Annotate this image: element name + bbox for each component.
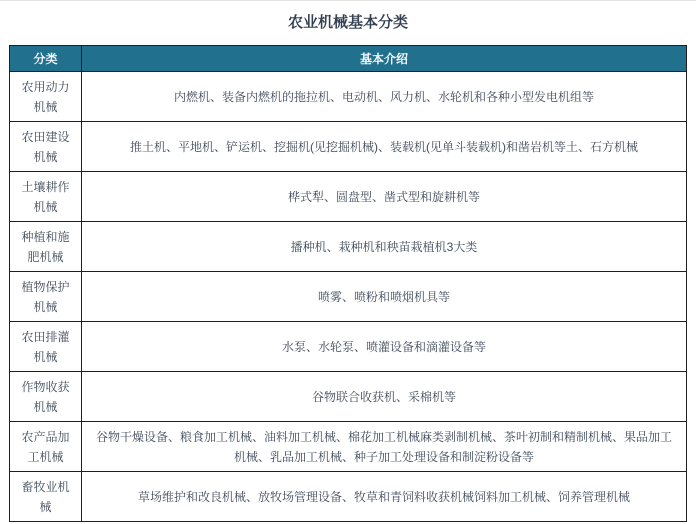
description-cell: 谷物联合收获机、采棉机等: [82, 372, 687, 422]
page-title: 农业机械基本分类: [287, 14, 408, 31]
description-cell: 谷物干燥设备、粮食加工机械、油料加工机械、棉花加工机械麻类剥制机械、茶叶初制和精制机械、果品加工机械、乳品加工机械、种子加工处理设备和制淀粉设备等: [82, 422, 687, 472]
table-row: [10, 272, 687, 322]
column-header-category: 分类: [10, 46, 82, 72]
description-cell: 草场维护和改良机械、放牧场管理设备、牧草和青饲料收获机械饲料加工机械、饲养管理机械: [82, 472, 687, 522]
description-cell: 内燃机、装备内燃机的拖拉机、电动机、风力机、水轮机和各种小型发电机组等: [82, 72, 687, 122]
table-row: [10, 172, 687, 222]
description-cell: 水泵、水轮泵、喷灌设备和滴灌设备等: [82, 322, 687, 372]
table-row: [10, 372, 687, 422]
description-cell: 推土机、平地机、铲运机、挖掘机(见挖掘机械)、装载机(见单斗装载机)和凿岩机等土、石方机械: [82, 122, 687, 172]
table-row: [10, 322, 687, 372]
description-cell: 桦式犁、圆盘型、凿式型和旋耕机等: [82, 172, 687, 222]
table-row: [10, 422, 687, 472]
column-header-description: 基本介绍: [82, 46, 687, 72]
classification-table: [9, 45, 687, 522]
table-body: [10, 72, 687, 522]
category-cell: 作物收获机械: [10, 372, 82, 422]
description-cell: 喷雾、喷粉和喷烟机具等: [82, 272, 687, 322]
category-cell: 土壤耕作机械: [10, 172, 82, 222]
table-row: [10, 472, 687, 522]
table-row: [10, 72, 687, 122]
description-cell: 播种机、栽种机和秧苗栽植机3大类: [82, 222, 687, 272]
category-cell: 农田排灌机械: [10, 322, 82, 372]
table-row: [10, 222, 687, 272]
header-row: [10, 46, 687, 72]
category-cell: 农用动力机械: [10, 72, 82, 122]
category-cell: 植物保护机械: [10, 272, 82, 322]
table-row: [10, 122, 687, 172]
category-cell: 农田建设机械: [10, 122, 82, 172]
table-header: [10, 46, 687, 72]
category-cell: 农产品加工机械: [10, 422, 82, 472]
category-cell: 畜牧业机械: [10, 472, 82, 522]
category-cell: 种植和施肥机械: [10, 222, 82, 272]
